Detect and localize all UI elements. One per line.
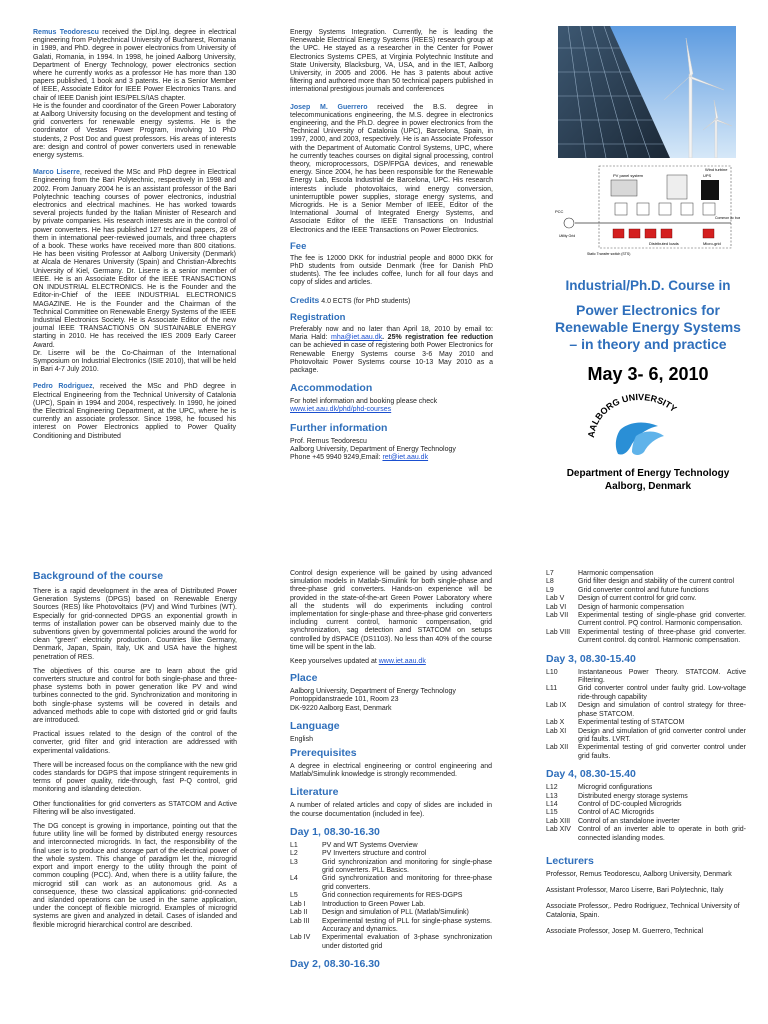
schedule-topic: Grid synchronization and monitoring for three-phase grid converters. [322,875,492,891]
bio-text-2: Dr. Liserre will be the Co-Chairman of the International Symposium on Industrial Electronics (ISIE 2010), that will be held in Bari 4-7 July 2010. [33,349,236,374]
schedule-row [290,901,492,909]
department-name: Department of Energy Technology [566,468,730,479]
schedule-row [290,909,492,917]
schedule-topic: Grid converter control and future functions [578,586,709,594]
bio-text: received the B.S. degree in telecommunications engineering, the M.S. degree in electronics engineering, and the Ph.D. degree in power electronics from the Technical University of Catalonia (UPC), Barcelona, Spain, in 1997, 2000, and 2003, respectively. He is an Associate Professor with the Department of Automatic Control Systems, UPC, where he currently teaches courses on digital signal processing, control theory, microprocessors, DSP/FPGA devices, and renewable energy. Since 2004, he has been responsible for the Renewable Energy Lab, Escola Industrial de Barcelona, UPC. His research interests include photovoltaics, wind energy conversion, uninterruptible power supplies, storage energy systems, and Microgrids. He is a Senior Member of IEEE, Editor of the International Journal of Integrated Energy Systems, and Associate Editor of the IEEE Transactions on Industrial Electronics and the IEEE Transactions on Power Electronics. [290,103,493,234]
schedule-topic: Distributed energy storage systems [578,792,688,800]
credits-text: 4.0 ECTS (for PhD students) [319,297,411,305]
schedule-row [546,702,746,719]
schedule-topic: PV and WT Systems Overview [322,841,418,849]
diagram-label-wind-turbine: Wind turbine [705,167,728,172]
further-info-heading: Further information [290,421,388,434]
schedule-row [546,826,746,843]
schedule-row [546,809,746,817]
background-p2: The objectives of this course are to learn about the grid converters structure and control for both single-phase and three-phase systems both in power generation like PV and wind turbines connected to the grid. Synchronization and monitoring in both single-phase systems will be covered in details and advanced methods able to cope with distorted grid or grid faults are introduced. [33,667,237,725]
schedule-topic: Experimental evaluation of 3-phase synchronization under distorted grid [322,934,492,950]
literature-heading: Literature [290,786,339,799]
schedule-row [290,934,492,951]
schedule-column [546,570,746,944]
bio-name: Josep M. Guerrero [290,103,368,111]
registration-text-2: can be achieved in case of registering both Power Electronics for Renewable Energy Systems course 3-6 May 2010 and Photovoltaic Power Systems course 10-13 May 2010 as a package. [290,342,493,374]
schedule-code: Lab XII [546,744,569,752]
background-p6: The DG concept is growing in importance, pointing out that the future utility line will be formed by distributed energy resources and interconnected microgrids. In fact, the responsibility of the final user is to produce and storage part of the electrical power of the whole system. This change of paradigm let the, microgrid export and import energy to the utility through the point of common coupling (PCC). And, when there is a utility failure, the microgrid still can work as an autonomous grid. As a consequence, these two classical applications: grid-connected and islanded operations can be used in the same application, under the concept of flexible microgrid. Examples of microgrid systems are given and analyzed in detail. Cases of islanded and flexible microgrid hierarchical control are described. [33,823,237,929]
bio-name: Remus Teodorescu [33,29,99,36]
diagram-label-pv-panel: PV panel system [613,173,644,178]
course-subtitle: Power Electronics for Renewable Energy Systems – in theory and practice [555,302,741,352]
day1-schedule [290,842,492,951]
day2-schedule [546,570,746,646]
schedule-code: L3 [290,858,298,866]
literature-text: A number of related articles and copy of slides are included in the course documentation (included in fee). [290,802,492,818]
updates-text: Keep yourselves updated at [290,658,379,666]
schedule-row [546,578,746,586]
lecturer-entry: Associate Professor,. Pedro Rodriguez, Technical University of Catalonia, Spain. [546,903,740,919]
schedule-row [546,793,746,801]
schedule-topic: Design and simulation of control strategy for three-phase STATCOM. [578,702,746,718]
lecturers-list [546,871,746,936]
background-column [33,570,237,936]
schedule-code: Lab IV [290,934,311,942]
diagram-label-micro-grid: Micro-grid [703,241,721,246]
schedule-code: L12 [546,784,558,792]
diagram-label-sts: Static Transfer switch (STS) [587,252,631,256]
bio-rodriguez [33,383,236,440]
schedule-code: Lab VII [546,612,569,620]
diagram-label-common-ac-bus: Common ac bus [715,216,740,220]
place-line: DK-9220 Aalborg East, Denmark [290,704,392,712]
bio-teodorescu [33,29,236,160]
course-title-block [550,278,746,353]
schedule-code: Lab XI [546,727,567,735]
info-column [290,29,493,462]
bio-text: , received the MSc and PhD degree in Electrical Engineering from the Technical University of Catalonia (UPC), Spain in 1994 and 2004, respectively. In 1990, he joined the Electrical Engineering Department, at the UPC, where he is currently an associate professor. Since 1998, he focused his interest on Power Electronics applied to Power Quality Conditioning and Distributed [33,383,236,440]
schedule-topic: PV Inverters structure and control [322,850,427,858]
schedule-code: L13 [546,792,558,800]
schedule-code: Lab VIII [546,628,571,636]
schedule-topic: Design and simulation of grid converter control under grid faults. LVRT. [578,727,746,743]
wind-turbine-and-solar-panel-photo [558,26,736,158]
schedule-code: Lab XIV [546,826,571,834]
lecturers-heading: Lecturers [546,854,594,867]
bio-guerrero [290,104,493,235]
schedule-row [290,875,492,892]
language-heading: Language [290,719,340,732]
schedule-topic: Grid filter design and stability of the current control [578,578,735,586]
schedule-code: L7 [546,570,554,577]
day4-heading: Day 4, 08.30-15.40 [546,768,636,781]
credits-heading: Credits [290,294,320,305]
schedule-topic: Instantaneous Power Theory. STATCOM. Active Filtering. [578,668,746,685]
accommodation-text: For hotel information and booking please check [290,398,438,406]
schedule-code: Lab IX [546,702,567,710]
bios-column [33,29,236,447]
background-p1: There is a rapid development in the area of Distributed Power Generation Systems (DPGS) based on Renewable Energy Sources (RES) like Photovoltaics (PV) and Wind Turbines (WT). Especially for grid-connected DPGS an exponential growth in terms of installation power can be observed mainly due to the subventions given by governmental policies around the world for clean "green" electricity production. Countries like Germany, Denmark, Japan, Spain, Italy, UK and USA have the highest penetration of RES. [33,588,237,661]
language-text: English [290,735,313,743]
contact-phone-email [290,454,493,462]
schedule-code: Lab X [546,719,565,727]
bio-text: , received the MSc and PhD degree in Electrical Engineering from the Bari Polytechnic, respectively in 1998 and 2002. From January 2004 he is an assistant professor of the Bari Polytechnic teaching courses of power electronics, industrial electronics and electrical machines. He has worked towards several projects funded by the Italian Minister of Research and by private companies. His research interests are in the control of power converters. He has published 127 technical papers, 28 of them in international peer-reviewed journals, and three chapters of a book. These works have received more than 800 citations. He has been visiting Professor at Aalborg University (Denmark) at Alcala de Henares University (Spain) and Christian-Albrechts University of Kiel, Germany. Dr. Liserre is a senior member of IEEE. He is an Associate Editor of the IEEE TRANSACTIONS ON INDUSTRIAL ELECTRONICS. He is the Founder and the Editor-in-Chief of the IEEE INDUSTRIAL ELECTRONICS MAGAZINE. He is the Founder and the Chairman of the Technical Committee on Renewable Energy Systems of the IEEE Industrial Electronics Society. He is Associate Editor of the new journal IEEE TRANSACTIONS ON SUSTAINABLE ENERGY starting in 2010. He has received the IES 2009 Early Career Award. [33,169,236,349]
diagram-label-utility-grid: Utility Grid [559,234,576,238]
schedule-code: L9 [546,586,554,594]
lecturer-entry: Associate Professor, Josep M. Guerrero, Technical [546,927,704,935]
diagram-label-ups: UPS [703,173,712,178]
bio-name: Marco Liserre [33,169,80,177]
background-heading: Background of the course [33,570,164,582]
rodriguez-bio-cont: Energy Systems Integration. Currently, he is leading the Renewable Electrical Energy Systems (REES) research group at the UPC. He stayed as a researcher in the Center for Power Electronics Systems CPES, at Virginia Polytechnic Institute and State University, Blacksburg, VA, USA, and in the IET, Aalborg University, in 2005 and 2006. He has 3 patents about active filtering and authored more than 50 technical papers published in international prestigious journals and conferences [290,29,493,94]
day4-schedule [546,784,746,843]
course-date: May 3- 6, 2010 [587,364,709,384]
schedule-topic: Control of an inverter able to operate in both grid-connected islanding modes. [578,826,746,842]
prerequisites-heading: Prerequisites [290,747,357,760]
contact-affiliation: Aalborg University, Department of Energy Technology [290,445,456,453]
lab-description: Control design experience will be gained by using advanced simulation models in Matlab-Simulink for both single-phase and three-phase grid converters. Hands-on experience will be provided in the state-of-the-art Green Power Laboratory where all the students will do experiments including control implementation for single-phase and three-phase grid converters including current control, harmonic compensation, grid synchronization, sag detection and STATCOM on setups controlled by dSPACE (DS1103). No less than 40% of the course time will be spent in the lab. [290,570,492,651]
schedule-row [546,669,746,686]
bio-liserre [33,169,236,374]
background-p4: There will be increased focus on the compliance with the new grid codes standards for DGPS that impose stringent requirements in terms of power quality, ride-through, fast P-Q control, grid monitoring and islanding detection. [33,761,237,794]
schedule-topic: Harmonic compensation [578,570,654,577]
lecturer-entry: Assistant Professor, Marco Liserre, Bari Polytechnic, Italy [546,887,724,895]
schedule-code: L14 [546,800,558,808]
schedule-row [546,595,746,603]
schedule-row [290,892,492,900]
day3-schedule [546,669,746,761]
registration-heading: Registration [290,311,346,323]
schedule-topic: Experimental testing of three-phase grid converter. Current control. dq control. Harmonic compensation. [578,628,746,645]
schedule-code: Lab I [290,900,306,908]
schedule-row [546,744,746,761]
lecturer-entry: Professor, Remus Teodorescu, Aalborg University, Denmark [546,870,732,878]
contact-phone: Phone +45 9940 9249,Email: [290,453,383,461]
day3-heading: Day 3, 08.30-15.40 [546,652,636,665]
bio-text-2: He is the founder and coordinator of the Green Power Laboratory at Aalborg University focusing on the development and testing of grid converters for renewable energy systems. He is the coordinator of Vestas Power Program, involving 10 PhD students, 2 Post Doc and guest professors. His areas of interests are: design and control of power converters used in renewable energy systems. [33,102,236,160]
schedule-topic: Control of DC-coupled Microgrids [578,800,682,808]
registration-text-1: Preferably now and no later than April 18, 2010 by email to: Maria Hald: [290,325,493,342]
schedule-topic: Grid synchronization and monitoring for single-phase grid converters. PLL Basics. [322,858,492,875]
schedule-topic: Design of current control for grid conv. [578,595,697,603]
contact-email-link[interactable]: ret@iet.aau.dk [382,453,429,461]
schedule-row [546,685,746,702]
diagram-label-distributed-loads: Distributed loads [649,241,679,246]
logo-text: AALBORG UNIVERSITY [585,392,679,439]
fee-text: The fee is 12000 DKK for industrial people and 8000 DKK for PhD students from outside Denmark (free for Danish PhD students). The fee includes coffee, lunch for all four days and copy of slides and articles. [290,254,493,287]
schedule-code: Lab VI [546,603,567,611]
schedule-topic: Experimental testing of grid converter control under grid faults. [578,744,746,760]
bio-text: received the Dipl.Ing. degree in electrical engineering from Polytechnical University of Bucharest, Romania in 1989, and PhD. degree in power electronics from University of Galati, Romania, in 1994. In 1998, he joined Aalborg University, Department of Energy Technology, power electronics section where he currently works as a professor He has more than 130 papers published, 1 book and 3 patents. He is a Senior Member of IEEE, Associate Editor for IEEE Power Electronics Trans. and chair of IEEE Danish joint IES/PELS/IAS chapter. [33,29,237,102]
schedule-row [290,918,492,935]
schedule-row [290,850,492,858]
schedule-topic: Introduction to Green Power Lab. [322,900,426,908]
schedule-topic: Control of AC Microgrids [578,809,654,817]
schedule-row [546,818,746,826]
updates-link[interactable]: www.iet.aau.dk [378,658,426,666]
place-heading: Place [290,672,318,685]
schedule-code: L5 [290,892,298,900]
credits-line [290,294,493,306]
department-block [550,467,746,493]
schedule-topic: Experimental testing of PLL for single-phase systems. Accuracy and dynamics. [322,917,492,933]
aalborg-university-logo [584,392,696,458]
schedule-code: L8 [546,578,554,586]
schedule-row [290,859,492,876]
schedule-code: Lab III [290,917,310,925]
schedule-topic: Control of an standalone inverter [578,817,680,825]
schedule-row [546,801,746,809]
schedule-row [290,842,492,850]
day1-heading: Day 1, 08.30-16.30 [290,825,380,838]
schedule-topic: Design of harmonic compensation [578,603,684,611]
course-details-column [290,570,492,974]
schedule-code: Lab II [290,909,308,917]
schedule-code: L2 [290,850,298,858]
schedule-row [546,570,746,578]
department-city: Aalborg, Denmark [604,481,692,492]
contact-name: Prof. Remus Teodorescu [290,437,367,445]
course-title: Industrial/Ph.D. Course in [565,278,731,293]
schedule-code: L15 [546,809,558,817]
schedule-row [546,587,746,595]
place-line: Pontoppidanstraede 101, Room 23 [290,696,399,704]
schedule-code: Lab XIII [546,817,571,825]
bio-name: Pedro Rodriguez [33,383,93,391]
schedule-row [546,719,746,727]
fee-heading: Fee [290,240,307,252]
schedule-topic: Experimental testing of STATCOM [578,719,685,727]
place-line: Aalborg University, Department of Energy Technology [290,688,456,696]
schedule-row [546,612,746,629]
schedule-code: Lab V [546,595,565,603]
schedule-topic: Grid converter control under faulty grid. Low-voltage ride-through capability [578,685,746,701]
prerequisites-text: A degree in electrical engineering or control engineering and Matlab/Simulink knowledge is strongly recommended. [290,763,492,779]
accommodation-link[interactable]: www.iet.aau.dk/phd/phd-courses [290,406,392,414]
schedule-code: L4 [290,875,298,883]
schedule-code: L1 [290,841,298,849]
schedule-row [546,784,746,792]
schedule-code: L10 [546,668,558,676]
registration-discount: . 25% registration fee reduction [382,334,493,342]
microgrid-diagram [555,163,740,275]
background-p3: Practical issues related to the design of the control of the converter, grid filter and grid interaction are addressed with experimental validations. [33,731,237,755]
diagram-label-pcc: PCC [555,209,564,214]
schedule-topic: Grid connection requirements for RES-DGPS [322,892,463,900]
schedule-row [546,629,746,646]
schedule-row [546,728,746,745]
schedule-topic: Experimental testing of single-phase grid converter. Current control. PQ control. Harmonic compensation. [578,612,746,628]
registration-text [290,326,493,375]
background-p5: Other functionalities for grid converters as STATCOM and Active Filtering will be also investigated. [33,800,237,816]
accommodation-heading: Accommodation [290,382,373,395]
schedule-row [546,604,746,612]
schedule-code: L11 [546,685,558,693]
updates-line [290,658,492,666]
schedule-topic: Microgrid configurations [578,784,653,792]
schedule-topic: Design and simulation of PLL (Matlab/Simulink) [322,909,469,917]
day2-heading: Day 2, 08.30-16.30 [290,958,380,971]
registration-email-link[interactable]: mha@iet.aau.dk [331,334,383,342]
